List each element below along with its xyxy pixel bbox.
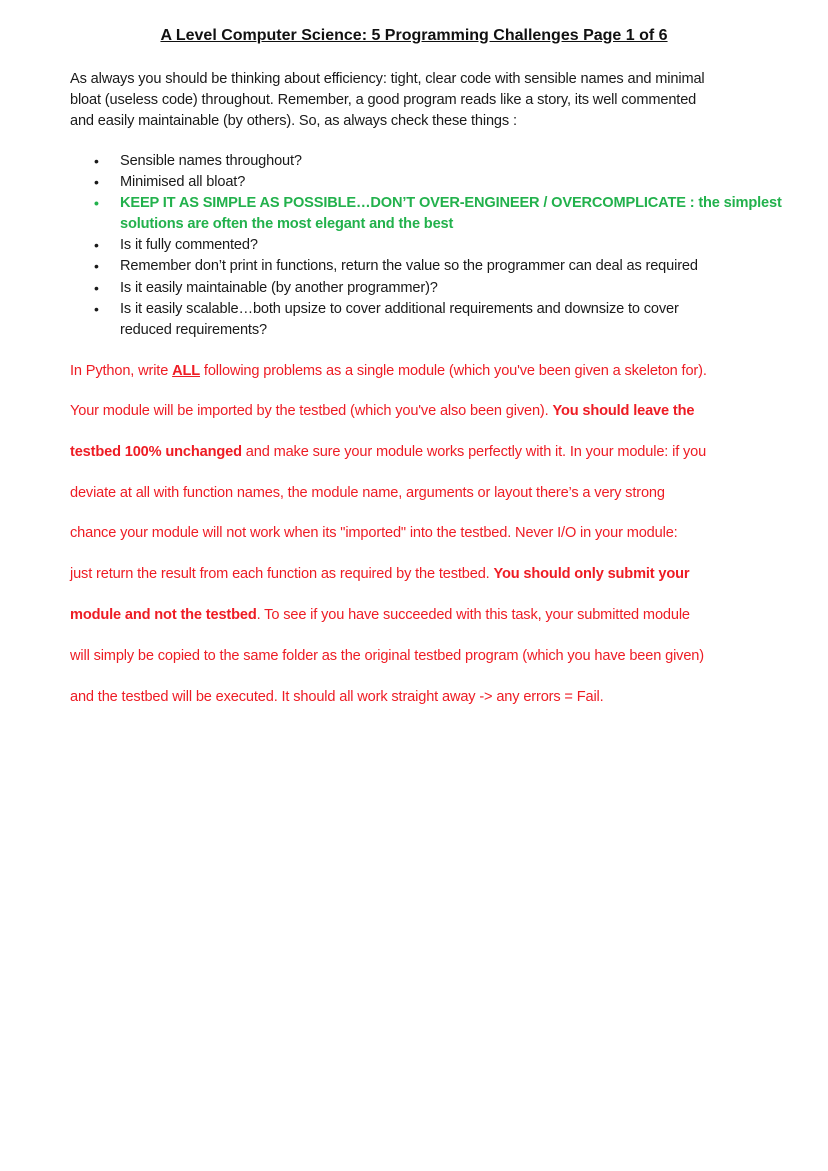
emphasis: You should leave the [552,403,695,419]
text: Your module will be imported by the testbed (which you've also been given). [70,403,553,419]
instruction-line [70,566,689,582]
page-title: A Level Computer Science: 5 Programming Challenges Page 1 of 6 [160,27,668,44]
list-item-highlight-cont: solutions are often the most elegant and the best [120,216,454,232]
text: just return the result from each function as required by the testbed. [70,566,494,582]
bullet-icon: • [94,280,99,296]
text: In Python, write [70,363,173,379]
text: and make sure your module works perfectly with it. In your module: if you [241,444,707,460]
intro-line: bloat (useless code) throughout. Remember, a good program reads like a story, its well commented [70,92,697,108]
emphasis: testbed 100% unchanged [70,444,242,460]
instruction-line: and the testbed will be executed. It should all work straight away -> any errors = Fail. [70,689,604,705]
bullet-icon: • [94,258,99,274]
emphasis: You should only submit your [493,566,690,582]
bullet-icon: • [94,153,99,169]
instruction-line: chance your module will not work when its "imported" into the testbed. Never I/O in your module: [70,525,678,541]
instruction-line: will simply be copied to the same folder as the original testbed program (which you have been given) [70,648,704,664]
bullet-icon: • [94,174,99,190]
text: . To see if you have succeeded with this task, your submitted module [256,607,690,623]
list-item: Sensible names throughout? [120,153,302,169]
instruction-line [70,403,694,419]
instruction-line [70,607,690,623]
list-item-cont: reduced requirements? [120,322,267,338]
list-item: Minimised all bloat? [120,174,246,190]
list-item: Remember don’t print in functions, return the value so the programmer can deal as required [120,258,698,274]
bullet-icon: • [94,301,99,317]
list-item: Is it easily scalable…both upsize to cover additional requirements and downsize to cover [120,301,679,317]
emphasis: module and not the testbed [70,607,257,623]
text: following problems as a single module (which you've been given a skeleton for). [200,363,707,379]
instruction-line: deviate at all with function names, the module name, arguments or layout there’s a very strong [70,485,665,501]
instruction-line [70,444,706,460]
intro-line: and easily maintainable (by others). So, as always check these things : [70,113,517,129]
list-item: Is it fully commented? [120,237,258,253]
intro-line: As always you should be thinking about efficiency: tight, clear code with sensible names and minimal [70,71,705,87]
bullet-icon: • [94,237,99,253]
emphasis: ALL [172,363,201,379]
list-item-highlight: KEEP IT AS SIMPLE AS POSSIBLE…DON’T OVER-ENGINEER / OVERCOMPLICATE : the simplest [120,195,782,211]
instruction-line [70,363,707,379]
list-item: Is it easily maintainable (by another programmer)? [120,280,438,296]
bullet-icon: • [94,195,99,211]
